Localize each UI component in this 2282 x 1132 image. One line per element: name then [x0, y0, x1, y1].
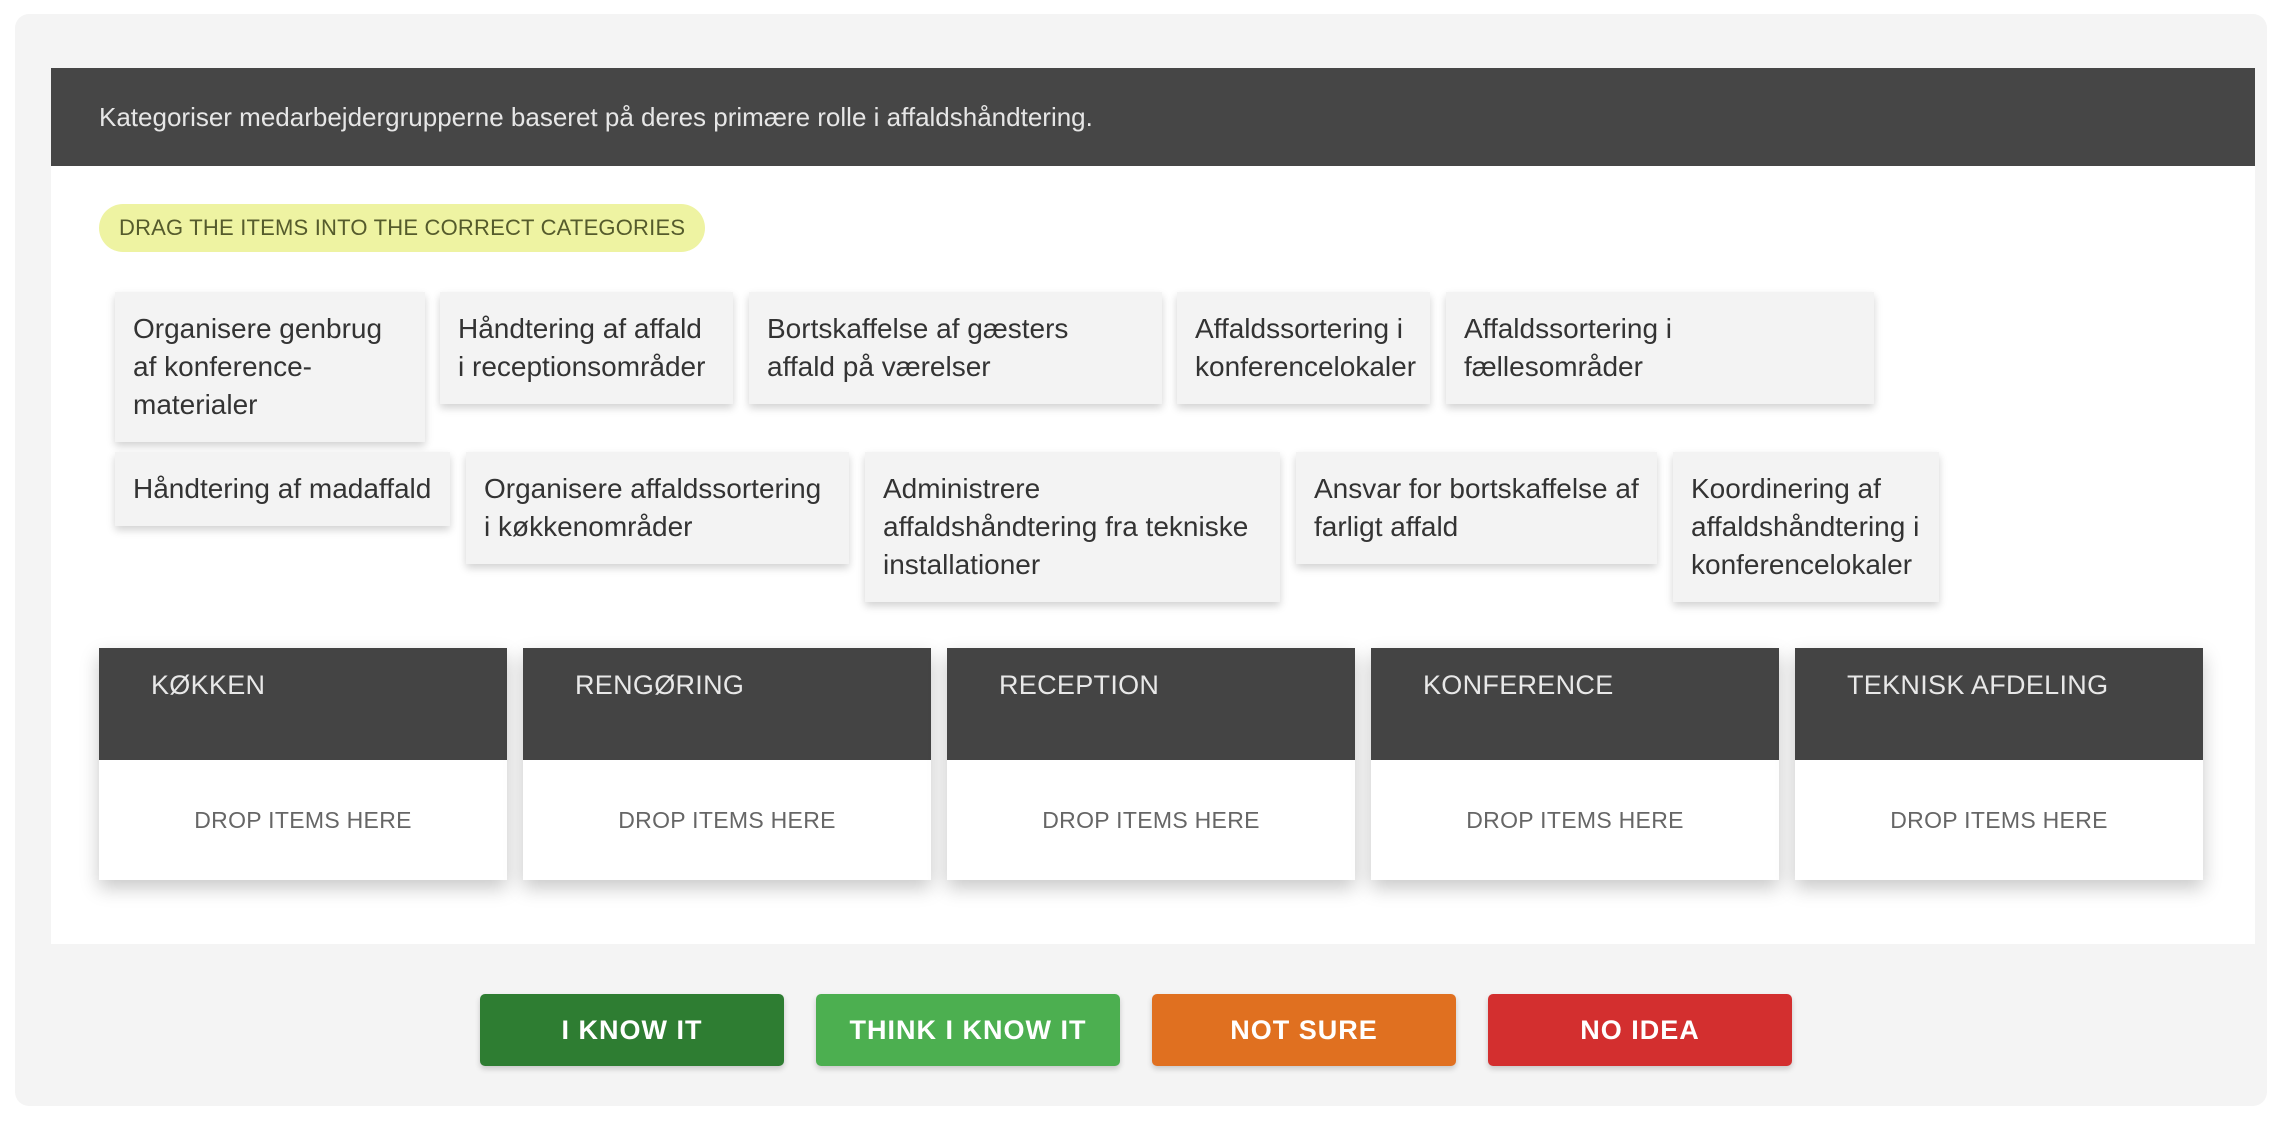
drop-zone[interactable]: DROP ITEMS HERE — [1890, 806, 2108, 833]
drop-zone[interactable]: DROP ITEMS HERE — [618, 806, 836, 833]
category-title: KØKKEN — [99, 648, 507, 760]
draggable-item[interactable]: Affaldssortering i konferencelokaler — [1177, 292, 1430, 404]
quiz-container — [15, 14, 2267, 1106]
draggable-item[interactable]: Ansvar for bortskaffelse af farligt affald — [1296, 452, 1657, 564]
no-idea-button[interactable]: NO IDEA — [1488, 994, 1792, 1066]
drop-zone[interactable]: DROP ITEMS HERE — [1042, 806, 1260, 833]
question-card — [51, 68, 2255, 944]
draggable-item[interactable]: Håndtering af madaffald — [115, 452, 450, 526]
not-sure-button[interactable]: NOT SURE — [1152, 994, 1456, 1066]
draggable-item[interactable]: Koordinering af affaldshåndtering i konferencelokaler — [1673, 452, 1939, 602]
category-title: TEKNISK AFDELING — [1795, 648, 2203, 760]
category-kokken — [99, 648, 507, 880]
category-title: RENGØRING — [523, 648, 931, 760]
category-title: RECEPTION — [947, 648, 1355, 760]
draggable-item[interactable]: Affaldssortering i fællesområder — [1446, 292, 1874, 404]
draggable-item[interactable]: Organisere genbrug af konference-materialer — [115, 292, 425, 442]
category-konference — [1371, 648, 1779, 880]
draggable-item[interactable]: Håndtering af affald i receptionsområder — [440, 292, 733, 404]
i-know-it-button[interactable]: I KNOW IT — [480, 994, 784, 1066]
category-rengoring — [523, 648, 931, 880]
question-text: Kategoriser medarbejdergrupperne baseret på deres primære rolle i affaldshåndtering. — [51, 68, 2255, 166]
drop-zone[interactable]: DROP ITEMS HERE — [1466, 806, 1684, 833]
draggable-item[interactable]: Bortskaffelse af gæsters affald på værelser — [749, 292, 1162, 404]
category-title: KONFERENCE — [1371, 648, 1779, 760]
category-teknisk-afdeling — [1795, 648, 2203, 880]
category-reception — [947, 648, 1355, 880]
drop-zone[interactable]: DROP ITEMS HERE — [194, 806, 412, 833]
draggable-item[interactable]: Organisere affaldssortering i køkkenområder — [466, 452, 849, 564]
think-i-know-it-button[interactable]: THINK I KNOW IT — [816, 994, 1120, 1066]
draggable-item[interactable]: Administrere affaldshåndtering fra tekniske installationer — [865, 452, 1280, 602]
instruction-badge: DRAG THE ITEMS INTO THE CORRECT CATEGORIES — [99, 204, 705, 252]
